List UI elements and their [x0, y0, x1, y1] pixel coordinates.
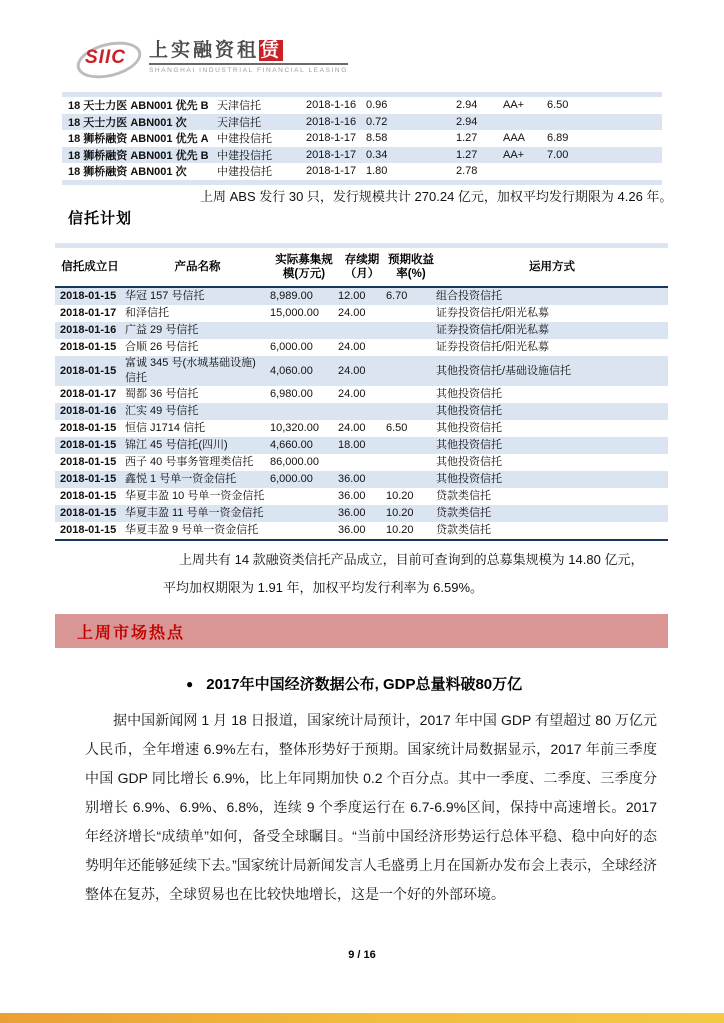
- table-row: [55, 488, 668, 505]
- table-cell: 中建投信托: [217, 149, 272, 162]
- table-cell: 贷款类信托: [436, 507, 491, 519]
- siic-emblem-icon: [76, 40, 140, 76]
- table-row: [55, 505, 668, 522]
- table-cell: 组合投资信托: [436, 290, 502, 302]
- table-cell: 18 天士力医 ABN001 优先 B: [68, 100, 209, 113]
- table-row: [55, 288, 668, 305]
- table-row: [55, 522, 668, 539]
- market-hotspots-banner: [55, 614, 668, 648]
- abs-issuance-table: [62, 92, 662, 185]
- table-cell: 4,060.00: [270, 364, 313, 377]
- table-cell: 华夏丰盈 11 号单一资金信托: [125, 507, 264, 519]
- table-cell: 2018-1-17: [306, 165, 357, 178]
- page-number: 9 / 16: [348, 949, 376, 961]
- table-cell: 10.20: [386, 490, 414, 502]
- table-cell: 和泽信托: [125, 307, 169, 319]
- table-cell: 2.94: [456, 115, 478, 128]
- table-cell: 2018-01-16: [60, 405, 117, 417]
- table-cell: 6,980.00: [270, 388, 313, 400]
- table-cell: 24.00: [338, 341, 366, 353]
- table-cell: 6.70: [386, 290, 408, 302]
- table-cell: 其他投资信托: [436, 456, 502, 468]
- table-cell: 2018-01-15: [60, 524, 117, 536]
- column-header: 信托成立日: [61, 261, 119, 273]
- table-cell: 其他投资信托: [436, 439, 502, 451]
- table-cell: 合顺 26 号信托: [125, 341, 199, 353]
- logo-company-name-cn: [149, 40, 348, 65]
- table-cell: 2018-01-15: [60, 473, 117, 485]
- table-row: [62, 163, 662, 180]
- table-cell: 36.00: [338, 524, 366, 536]
- table-cell: 2018-01-15: [60, 364, 117, 377]
- table-cell: 24.00: [338, 364, 366, 377]
- table-cell: 1.27: [456, 132, 478, 145]
- table-cell: 0.96: [366, 99, 388, 112]
- table-cell: 2018-01-15: [60, 456, 117, 468]
- news-heading: [186, 673, 522, 694]
- trust-summary-note-line1: 上周共有 14 款融资类信托产品成立，目前可查询到的总募集规模为 14.80 亿元，: [179, 552, 644, 567]
- footer-accent-bar: [0, 1013, 724, 1023]
- table-cell: 2018-01-15: [60, 490, 117, 502]
- table-row: [55, 339, 668, 356]
- table-cell: 中建投信托: [217, 166, 272, 179]
- table-cell: 36.00: [338, 490, 366, 502]
- table-cell: 7.00: [547, 148, 569, 161]
- table-cell: 其他投资信托: [436, 405, 502, 417]
- table-cell: 6,000.00: [270, 473, 313, 485]
- table-cell: 天津信托: [217, 116, 261, 129]
- table-cell: 2018-01-15: [60, 507, 117, 519]
- table-row: [55, 437, 668, 454]
- table-cell: 8.58: [366, 132, 388, 145]
- table-cell: 2018-01-15: [60, 422, 117, 434]
- table-cell: 蜀都 36 号信托: [125, 388, 199, 400]
- table-row: [55, 471, 668, 488]
- table-cell: 贷款类信托: [436, 490, 491, 502]
- table-cell: 18 天士力医 ABN001 次: [68, 116, 187, 129]
- table-row: [62, 147, 662, 164]
- table-cell: 36.00: [338, 473, 366, 485]
- table-cell: 6,000.00: [270, 341, 313, 353]
- table-row: [55, 356, 668, 386]
- table-cell: 2018-01-17: [60, 388, 117, 400]
- table-cell: 10,320.00: [270, 422, 319, 434]
- trust-table-header: [55, 248, 668, 288]
- table-cell: 汇实 49 号信托: [125, 405, 199, 417]
- table-row: [62, 97, 662, 114]
- table-cell: 24.00: [338, 307, 366, 319]
- abs-table-body: [62, 97, 662, 180]
- table-cell: 证券投资信托/阳光私募: [436, 341, 550, 353]
- table-cell: AA+: [503, 99, 525, 112]
- table-cell: 2.94: [456, 99, 478, 112]
- table-cell: 6.89: [547, 132, 569, 145]
- table-cell: 2018-01-15: [60, 341, 117, 353]
- table-cell: 中建投信托: [217, 133, 272, 146]
- table-cell: 36.00: [338, 507, 366, 519]
- table-cell: 西子 40 号事务管理类信托: [125, 456, 254, 468]
- table-cell: 富诚 345 号(水城基础设施)信托: [125, 357, 256, 384]
- column-header: 预期收益率(%): [388, 254, 434, 280]
- table-cell: 其他投资信托: [436, 422, 502, 434]
- table-cell: 2018-01-16: [60, 324, 117, 336]
- table-cell: 4,660.00: [270, 439, 313, 451]
- table-cell: 12.00: [338, 290, 366, 302]
- table-cell: 贷款类信托: [436, 524, 491, 536]
- table-cell: 6.50: [386, 422, 408, 434]
- banner-title: 上周市场热点: [77, 624, 186, 642]
- table-row: [55, 403, 668, 420]
- table-cell: 2018-01-15: [60, 439, 117, 451]
- table-cell: 2.78: [456, 165, 478, 178]
- table-cell: 18 狮桥融资 ABN001 优先 B: [68, 149, 209, 162]
- table-cell: AAA: [503, 132, 526, 145]
- table-row: [55, 386, 668, 403]
- table-cell: 华冠 157 号信托: [125, 290, 205, 302]
- table-cell: 86,000.00: [270, 456, 319, 468]
- table-cell: 天津信托: [217, 100, 261, 113]
- table-cell: 其他投资信托: [436, 388, 502, 400]
- table-cell: 华夏丰盈 10 号单一资金信托: [125, 490, 265, 502]
- table-cell: 2018-01-17: [60, 307, 117, 319]
- bullet-icon: ●: [186, 676, 194, 691]
- table-cell: 10.20: [386, 507, 414, 519]
- table-cell: 2018-1-16: [306, 115, 357, 128]
- table-cell: 0.72: [366, 115, 388, 128]
- table-row: [62, 114, 662, 131]
- table-row: [55, 454, 668, 471]
- table-cell: 1.27: [456, 148, 478, 161]
- news-heading-text: 2017年中国经济数据公布, GDP总量料破80万亿: [206, 676, 523, 693]
- table-cell: 华夏丰盈 9 号单一资金信托: [125, 524, 259, 536]
- table-cell: 2018-01-15: [60, 290, 117, 302]
- table-cell: 10.20: [386, 524, 414, 536]
- column-header: 实际募集规模(万元): [275, 254, 333, 280]
- column-header: 存续期（月）: [344, 254, 380, 280]
- table-cell: 证券投资信托/阳光私募: [436, 307, 550, 319]
- table-cell: 18 狮桥融资 ABN001 次: [68, 166, 187, 179]
- table-cell: 6.50: [547, 99, 569, 112]
- table-cell: 24.00: [338, 388, 366, 400]
- table-cell: 证券投资信托/阳光私募: [436, 324, 550, 336]
- trust-section-title: 信托计划: [68, 210, 133, 227]
- abs-summary-note: 上周 ABS 发行 30 只，发行规模共计 270.24 亿元，加权平均发行期限为 4.26 年。: [200, 189, 673, 204]
- company-logo: [76, 40, 348, 76]
- table-cell: 1.80: [366, 165, 388, 178]
- table-bottom-strip: [62, 180, 662, 185]
- table-cell: 18.00: [338, 439, 366, 451]
- logo-text: [149, 40, 348, 74]
- table-row: [62, 130, 662, 147]
- logo-cn-accent: 赁: [260, 40, 283, 61]
- trust-summary-note-line2: 平均加权期限为 1.91 年，加权平均发行利率为 6.59%。: [163, 580, 483, 595]
- table-cell: 15,000.00: [270, 307, 319, 319]
- table-cell: 24.00: [338, 422, 366, 434]
- trust-table-body: [55, 288, 668, 541]
- table-cell: 鑫悦 1 号单一资金信托: [125, 473, 237, 485]
- table-cell: 锦江 45 号信托(四川): [125, 439, 228, 451]
- trust-plan-table: [55, 243, 668, 541]
- siic-letters: SIIC: [85, 47, 126, 68]
- logo-company-name-en: SHANGHAI INDUSTRIAL FINANCIAL LEASING: [149, 67, 348, 74]
- table-cell: 2018-1-16: [306, 99, 357, 112]
- table-cell: 广益 29 号信托: [125, 324, 199, 336]
- table-cell: 18 狮桥融资 ABN001 优先 A: [68, 133, 209, 146]
- column-header: 运用方式: [529, 261, 575, 273]
- table-row: [55, 420, 668, 437]
- table-cell: 2018-1-17: [306, 148, 357, 161]
- table-cell: 其他投资信托/基础设施信托: [436, 364, 572, 377]
- table-cell: AA+: [503, 148, 525, 161]
- table-cell: 0.34: [366, 148, 388, 161]
- table-cell: 恒信 J1714 信托: [125, 422, 206, 434]
- column-header: 产品名称: [174, 261, 221, 273]
- table-cell: 8,989.00: [270, 290, 313, 302]
- table-row: [55, 305, 668, 322]
- logo-cn-main: 上实融资租: [149, 40, 260, 61]
- table-cell: 其他投资信托: [436, 473, 502, 485]
- news-paragraph: 据中国新闻网 1 月 18 日报道，国家统计局预计，2017 年中国 GDP 有望超过 80 万亿元人民币，全年增速 6.9%左右，整体形势好于预期。国家统计局数据显示，2017 年前三季度中国 GDP 同比增长 6.9%，比上年同期加快 0.2 个百分点。其中一季度、二季度、三季度分别增长 6.9%、6.9%、6.8%，连续 9 个季度运行在 6.7-6.9%区间，保持中高速增长。2017 年经济增长“成绩单”如何，备受全球瞩目。“当前中国经济形势运行总体平稳、稳中向好的态势明年还能够延续下去。”国家统计局新闻发言人毛盛勇上月在国新办发布会上表示，全球经济整体在复苏，全球贸易也在比较快地增长，这是一个好的外部环境。: [85, 712, 657, 902]
- table-cell: 2018-1-17: [306, 132, 357, 145]
- table-row: [55, 322, 668, 339]
